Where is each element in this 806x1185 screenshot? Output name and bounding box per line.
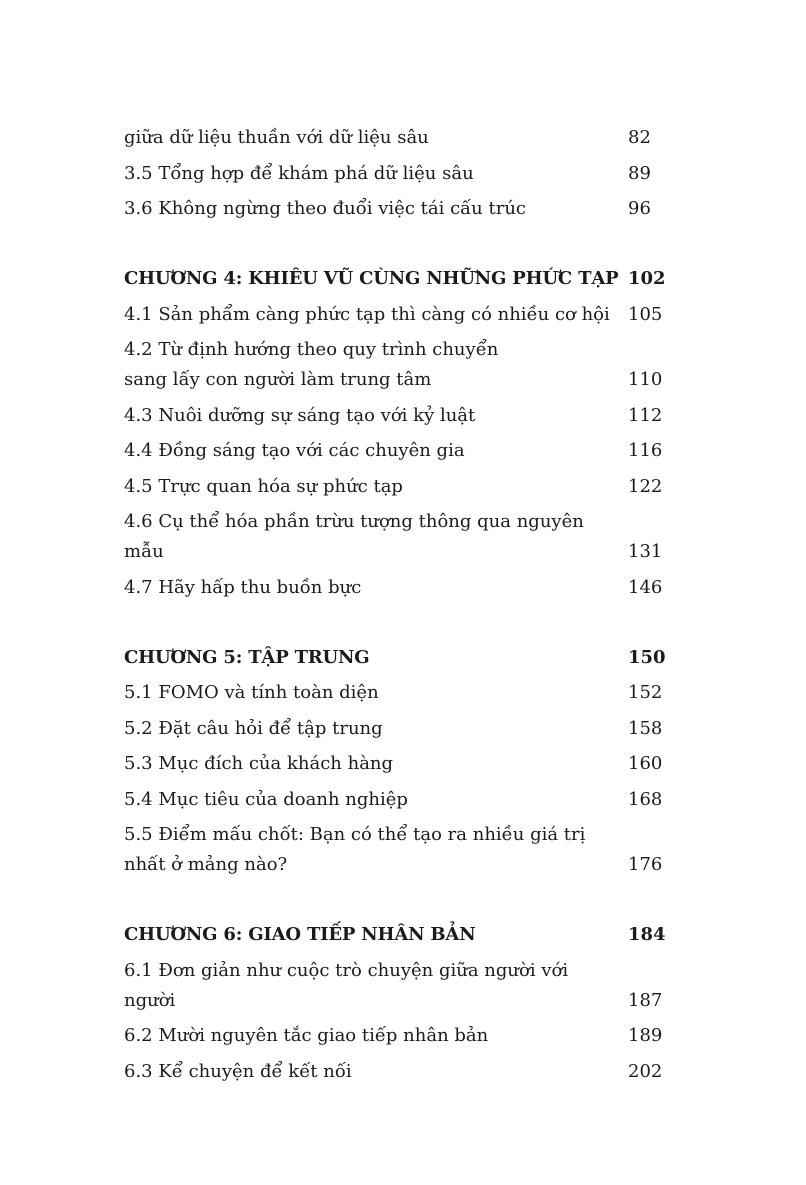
toc-entry [124, 507, 664, 567]
toc-chapter-heading [124, 264, 664, 294]
toc-entry-page: 105 [628, 303, 663, 325]
toc-entry-title: 5.5 Điểm mấu chốt: Bạn có thể tạo ra nhiều giá trị nhất ở mảng nào? [124, 824, 586, 875]
toc-entry [124, 749, 664, 779]
toc-entry-title: 6.1 Đơn giản như cuộc trò chuyện giữa người với người [124, 959, 569, 1011]
toc-entry [124, 335, 664, 395]
toc-entry-page: 82 [628, 127, 651, 148]
toc-entry-title: giữa dữ liệu thuần với dữ liệu sâu [124, 127, 429, 148]
toc-entry-title: 5.2 Đặt câu hỏi để tập trung [124, 717, 383, 739]
toc-entry-page: 131 [628, 541, 663, 562]
toc-entry-title: 5.1 FOMO và tính toàn diện [124, 682, 379, 703]
toc-chapter-title: CHƯƠNG 4: KHIÊU VŨ CÙNG NHỮNG PHỨC TẠP [124, 268, 619, 289]
toc-entry [124, 785, 664, 815]
toc-entry [124, 300, 664, 330]
toc-entry [124, 956, 664, 1016]
toc-chapter-page: 150 [628, 646, 666, 668]
toc-entry-page: 187 [628, 989, 663, 1011]
toc-entry-page: 116 [628, 440, 663, 461]
toc-entry [124, 1021, 664, 1051]
toc-entry-title: 4.7 Hãy hấp thu buồn bực [124, 576, 362, 598]
toc-entry [124, 678, 664, 708]
toc-chapter-page: 184 [628, 924, 666, 945]
toc-entry [124, 820, 664, 880]
toc-entry [124, 159, 664, 189]
toc-entry-title: 5.4 Mục tiêu của doanh nghiệp [124, 788, 408, 810]
toc-entry-title: 3.5 Tổng hợp để khám phá dữ liệu sâu [124, 162, 474, 184]
toc-entry-page: 89 [628, 162, 651, 184]
toc-entry [124, 573, 664, 603]
toc-entry-page: 158 [628, 717, 663, 739]
toc-chapter-page: 102 [628, 268, 666, 289]
toc-entry-title: 4.3 Nuôi dưỡng sự sáng tạo với kỷ luật [124, 404, 476, 426]
toc-entry [124, 401, 664, 431]
toc-entry [124, 436, 664, 466]
toc-entry [124, 714, 664, 744]
toc-entry [124, 472, 664, 502]
toc-entry-page: 168 [628, 788, 663, 810]
toc-entry-page: 160 [628, 753, 663, 774]
toc-chapter-title: CHƯƠNG 6: GIAO TIẾP NHÂN BẢN [124, 924, 476, 945]
toc-entry-title: 6.3 Kể chuyện để kết nối [124, 1060, 352, 1082]
toc-entry-title: 4.1 Sản phẩm càng phức tạp thì càng có nhiều cơ hội [124, 303, 610, 325]
toc-entry-title: 4.5 Trực quan hóa sự phức tạp [124, 475, 403, 497]
toc-entry-page: 189 [628, 1025, 663, 1046]
toc-chapter-heading [124, 643, 664, 673]
toc-entry-title: 6.2 Mười nguyên tắc giao tiếp nhân bản [124, 1025, 489, 1046]
toc-entry-page: 176 [628, 854, 663, 875]
toc-entry [124, 123, 664, 153]
toc-entry-title: 4.2 Từ định hướng theo quy trình chuyển sang lấy con người làm trung tâm [124, 339, 499, 390]
table-of-contents [124, 123, 664, 1092]
toc-entry-title: 4.6 Cụ thể hóa phần trừu tượng thông qua nguyên mẫu [124, 511, 584, 562]
toc-entry-title: 4.4 Đồng sáng tạo với các chuyên gia [124, 440, 465, 461]
toc-entry-page: 152 [628, 682, 663, 703]
toc-entry-page: 146 [628, 576, 663, 598]
toc-chapter-heading [124, 920, 664, 950]
toc-entry [124, 1057, 664, 1087]
toc-entry-page: 110 [628, 369, 663, 390]
toc-entry-page: 96 [628, 198, 651, 219]
toc-entry-title: 5.3 Mục đích của khách hàng [124, 753, 394, 774]
toc-entry-page: 202 [628, 1060, 663, 1082]
toc-entry [124, 194, 664, 224]
toc-chapter-title: CHƯƠNG 5: TẬP TRUNG [124, 646, 370, 668]
toc-entry-page: 122 [628, 475, 663, 497]
toc-entry-page: 112 [628, 404, 663, 426]
toc-entry-title: 3.6 Không ngừng theo đuổi việc tái cấu trúc [124, 198, 527, 219]
